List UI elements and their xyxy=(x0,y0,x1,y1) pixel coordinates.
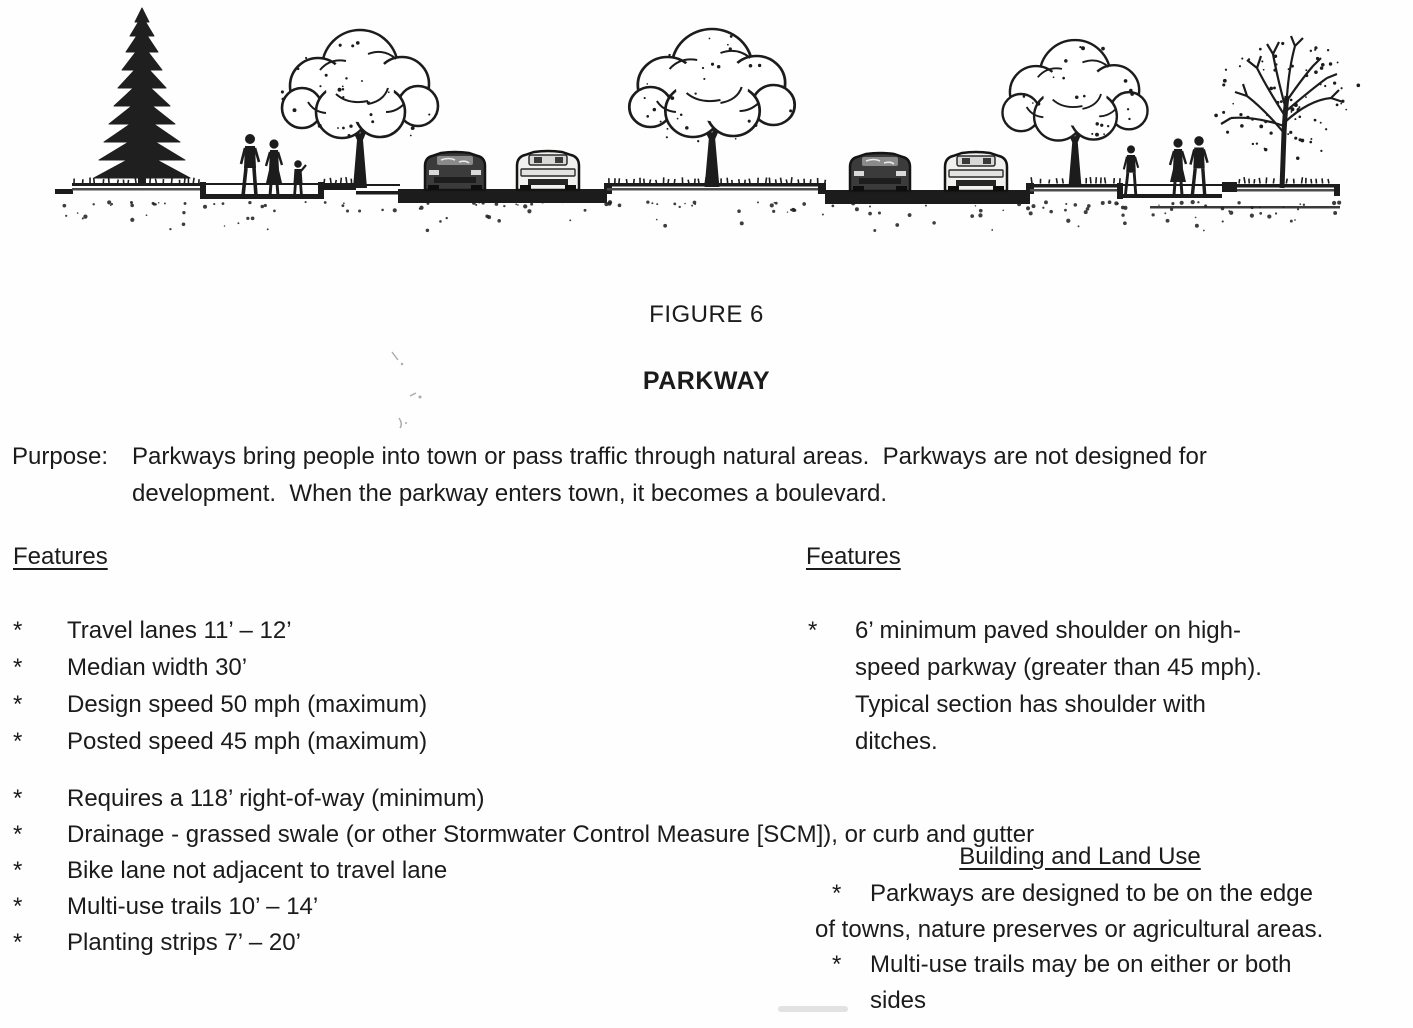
bullet-asterisk: * xyxy=(13,728,23,755)
shade-tree xyxy=(282,30,438,188)
feature-item xyxy=(13,856,447,886)
bullet-asterisk: * xyxy=(13,929,23,956)
bullet-asterisk: * xyxy=(832,951,842,978)
multiuse-trail-left xyxy=(200,182,324,199)
figure-label: FIGURE 6 xyxy=(649,301,764,328)
pedestrian xyxy=(1170,138,1186,195)
feature-item-text: ditches. xyxy=(855,728,938,755)
bullet-asterisk: * xyxy=(13,654,23,681)
feature-item-text: Posted speed 45 mph (maximum) xyxy=(67,728,428,755)
feature-item-text: speed parkway (greater than 45 mph). xyxy=(855,654,1262,681)
feature-item xyxy=(13,653,247,683)
land-use-item-text: sides xyxy=(870,987,927,1014)
bullet-asterisk: * xyxy=(832,880,842,907)
scan-smear xyxy=(778,1006,848,1012)
car xyxy=(425,152,485,190)
purpose-label: Purpose: xyxy=(12,443,109,470)
feature-item xyxy=(13,784,484,814)
pedestrian-child xyxy=(294,160,307,196)
ground-left-step xyxy=(55,189,73,194)
feature-item-text: Planting strips 7’ – 20’ xyxy=(67,929,301,956)
land-use-item-text: Parkways are designed to be on the edge xyxy=(870,880,1313,907)
feature-item xyxy=(13,690,427,720)
feature-item xyxy=(13,928,301,958)
feature-item-text: Drainage - grassed swale (or other Stormwater Control Measure [SCM]), or curb and gutter xyxy=(67,821,1035,848)
bullet-asterisk: * xyxy=(13,821,23,848)
features-right-heading: Features xyxy=(806,543,901,570)
feature-item-text: Multi-use trails 10’ – 14’ xyxy=(67,893,319,920)
planting-strip-left xyxy=(322,183,356,190)
pine-tree xyxy=(94,8,190,186)
feature-item-text: Travel lanes 11’ – 12’ xyxy=(67,617,292,644)
bullet-asterisk: * xyxy=(13,893,23,920)
figure-title: PARKWAY xyxy=(642,367,771,395)
grass-verge-left xyxy=(72,183,203,191)
pedestrian xyxy=(241,134,259,196)
feature-item-text: Typical section has shoulder with xyxy=(855,691,1206,718)
land-use-item-text: of towns, nature preserves or agricultural areas. xyxy=(815,916,1324,943)
feature-item-text: Design speed 50 mph (maximum) xyxy=(67,691,428,718)
bullet-asterisk: * xyxy=(808,617,818,644)
pedestrian xyxy=(266,139,282,196)
bullet-asterisk: * xyxy=(13,857,23,884)
car xyxy=(945,152,1007,191)
building-land-use-heading: Building and Land Use xyxy=(959,843,1201,870)
pedestrian xyxy=(1190,136,1207,195)
purpose-text-line2: development. When the parkway enters town, it becomes a boulevard. xyxy=(132,480,888,507)
bullet-asterisk: * xyxy=(13,691,23,718)
land-use-item-text: Multi-use trails may be on either or both xyxy=(870,951,1292,978)
features-left-heading: Features xyxy=(13,543,108,570)
feature-item-text: Median width 30’ xyxy=(67,654,248,681)
feature-item xyxy=(13,727,427,757)
feature-item-text: 6’ minimum paved shoulder on high- xyxy=(855,617,1241,644)
purpose-text-line1: Parkways bring people into town or pass traffic through natural areas. Parkways are not designed for xyxy=(132,443,1207,470)
car xyxy=(850,153,910,191)
bullet-asterisk: * xyxy=(13,617,23,644)
parkway-cross-section-illustration xyxy=(0,0,1413,252)
ground-section xyxy=(55,182,1340,209)
bullet-asterisk: * xyxy=(13,785,23,812)
feature-item xyxy=(13,892,318,922)
feature-item-text: Bike lane not adjacent to travel lane xyxy=(67,857,448,884)
bare-tree xyxy=(1221,36,1343,188)
grass-verge-right xyxy=(1237,184,1340,196)
pedestrian xyxy=(1124,145,1138,195)
feature-item-text: Requires a 118’ right-of-way (minimum) xyxy=(67,785,485,812)
feature-item xyxy=(13,616,292,646)
car xyxy=(517,151,579,190)
